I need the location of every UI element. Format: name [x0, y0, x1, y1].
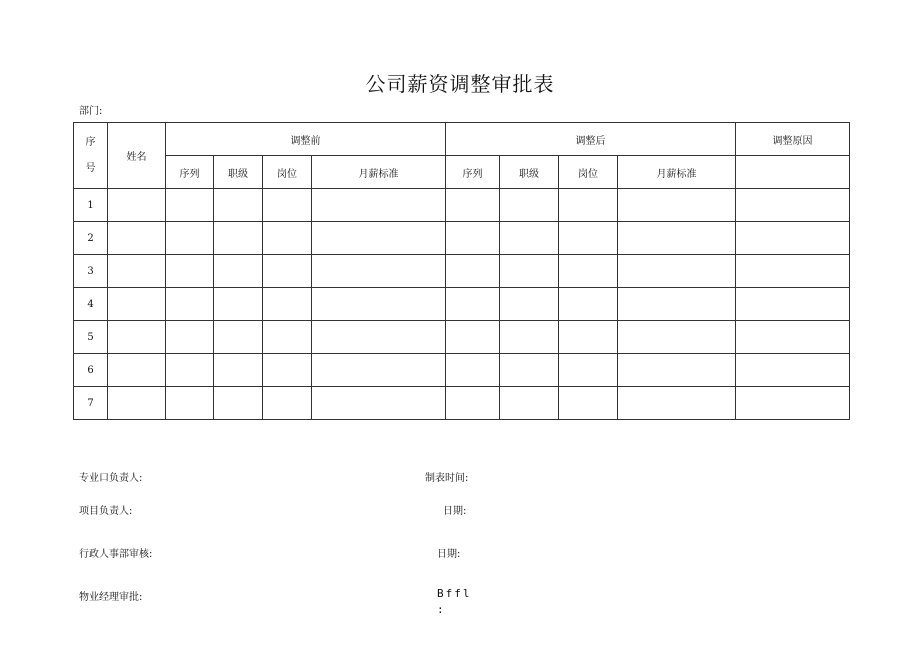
reason-cell[interactable] — [736, 387, 850, 420]
header-row-2 — [74, 156, 850, 189]
row-number: 2 — [74, 222, 108, 255]
before-grade-header: 职级 — [214, 156, 263, 189]
after-grade-cell[interactable] — [500, 321, 559, 354]
before-position-cell[interactable] — [263, 222, 312, 255]
name-cell[interactable] — [108, 321, 166, 354]
after-sequence-cell[interactable] — [446, 222, 500, 255]
after-salary-cell[interactable] — [618, 387, 736, 420]
table-row — [74, 189, 850, 222]
department-label: 部门: — [79, 106, 103, 117]
before-sequence-cell[interactable] — [166, 288, 214, 321]
after-position-cell[interactable] — [559, 222, 618, 255]
after-position-cell[interactable] — [559, 387, 618, 420]
before-grade-cell[interactable] — [214, 387, 263, 420]
before-sequence-cell[interactable] — [166, 189, 214, 222]
reason-cell[interactable] — [736, 354, 850, 387]
after-grade-cell[interactable] — [500, 189, 559, 222]
before-salary-cell[interactable] — [312, 255, 446, 288]
hr-review-label: 行政人事部审核: — [79, 549, 153, 560]
manager-approval-label: 物业经理审批: — [79, 592, 143, 603]
table-row — [74, 387, 850, 420]
garbled-date-text — [437, 586, 472, 618]
after-salary-cell[interactable] — [618, 288, 736, 321]
after-monthly-salary-header: 月薪标准 — [618, 156, 736, 189]
reason-cell[interactable] — [736, 255, 850, 288]
before-salary-cell[interactable] — [312, 189, 446, 222]
before-position-cell[interactable] — [263, 387, 312, 420]
after-salary-cell[interactable] — [618, 321, 736, 354]
header-row-1 — [74, 123, 850, 156]
seq-header-bottom: 号 — [85, 162, 96, 174]
after-sequence-cell[interactable] — [446, 321, 500, 354]
before-salary-cell[interactable] — [312, 387, 446, 420]
made-time-label: 制表时间: — [425, 473, 469, 484]
before-position-cell[interactable] — [263, 354, 312, 387]
row-number: 1 — [74, 189, 108, 222]
after-position-cell[interactable] — [559, 354, 618, 387]
salary-adjustment-table — [73, 122, 850, 420]
name-header: 姓名 — [108, 123, 166, 189]
reason-cell[interactable] — [736, 222, 850, 255]
before-adjustment-header: 调整前 — [166, 123, 446, 156]
before-sequence-cell[interactable] — [166, 321, 214, 354]
after-grade-header: 职级 — [500, 156, 559, 189]
after-sequence-cell[interactable] — [446, 255, 500, 288]
after-grade-cell[interactable] — [500, 255, 559, 288]
before-position-cell[interactable] — [263, 288, 312, 321]
after-grade-cell[interactable] — [500, 222, 559, 255]
before-position-header: 岗位 — [263, 156, 312, 189]
before-sequence-header: 序列 — [166, 156, 214, 189]
after-sequence-cell[interactable] — [446, 354, 500, 387]
table-row — [74, 321, 850, 354]
table-row — [74, 255, 850, 288]
reason-subheader-empty — [736, 156, 850, 189]
form-title: 公司薪资调整审批表 — [365, 72, 555, 96]
after-salary-cell[interactable] — [618, 255, 736, 288]
before-grade-cell[interactable] — [214, 354, 263, 387]
row-number: 5 — [74, 321, 108, 354]
before-salary-cell[interactable] — [312, 222, 446, 255]
reason-cell[interactable] — [736, 321, 850, 354]
before-position-cell[interactable] — [263, 189, 312, 222]
table-row — [74, 354, 850, 387]
after-grade-cell[interactable] — [500, 354, 559, 387]
after-salary-cell[interactable] — [618, 189, 736, 222]
reason-cell[interactable] — [736, 288, 850, 321]
before-position-cell[interactable] — [263, 255, 312, 288]
after-position-cell[interactable] — [559, 288, 618, 321]
row-number: 3 — [74, 255, 108, 288]
row-number: 6 — [74, 354, 108, 387]
seq-header-top: 序 — [85, 136, 96, 148]
date-label-1: 日期: — [443, 506, 467, 517]
row-number: 7 — [74, 387, 108, 420]
name-cell[interactable] — [108, 387, 166, 420]
name-cell[interactable] — [108, 288, 166, 321]
after-sequence-header: 序列 — [446, 156, 500, 189]
after-position-cell[interactable] — [559, 321, 618, 354]
table-row — [74, 222, 850, 255]
before-sequence-cell[interactable] — [166, 387, 214, 420]
after-position-cell[interactable] — [559, 255, 618, 288]
date-label-2: 日期: — [437, 549, 461, 560]
before-grade-cell[interactable] — [214, 321, 263, 354]
after-salary-cell[interactable] — [618, 222, 736, 255]
before-position-cell[interactable] — [263, 321, 312, 354]
before-salary-cell[interactable] — [312, 354, 446, 387]
before-grade-cell[interactable] — [214, 255, 263, 288]
name-cell[interactable] — [108, 189, 166, 222]
after-sequence-cell[interactable] — [446, 189, 500, 222]
before-salary-cell[interactable] — [312, 288, 446, 321]
after-position-header: 岗位 — [559, 156, 618, 189]
garbled-line-2: : — [437, 603, 446, 616]
reason-header: 调整原因 — [736, 123, 850, 156]
row-number: 4 — [74, 288, 108, 321]
after-sequence-cell[interactable] — [446, 288, 500, 321]
after-grade-cell[interactable] — [500, 288, 559, 321]
name-cell[interactable] — [108, 255, 166, 288]
after-salary-cell[interactable] — [618, 354, 736, 387]
project-head-label: 项目负责人: — [79, 506, 133, 517]
reason-cell[interactable] — [736, 189, 850, 222]
before-grade-cell[interactable] — [214, 288, 263, 321]
before-sequence-cell[interactable] — [166, 222, 214, 255]
before-sequence-cell[interactable] — [166, 354, 214, 387]
before-grade-cell[interactable] — [214, 189, 263, 222]
dept-head-label: 专业口负责人: — [79, 473, 143, 484]
table-row — [74, 288, 850, 321]
seq-header — [74, 123, 108, 189]
before-grade-cell[interactable] — [214, 222, 263, 255]
name-cell[interactable] — [108, 354, 166, 387]
after-grade-cell[interactable] — [500, 387, 559, 420]
name-cell[interactable] — [108, 222, 166, 255]
garbled-line-1: Bffl — [437, 587, 472, 600]
before-sequence-cell[interactable] — [166, 255, 214, 288]
before-monthly-salary-header: 月薪标准 — [312, 156, 446, 189]
after-sequence-cell[interactable] — [446, 387, 500, 420]
after-adjustment-header: 调整后 — [446, 123, 736, 156]
before-salary-cell[interactable] — [312, 321, 446, 354]
after-position-cell[interactable] — [559, 189, 618, 222]
